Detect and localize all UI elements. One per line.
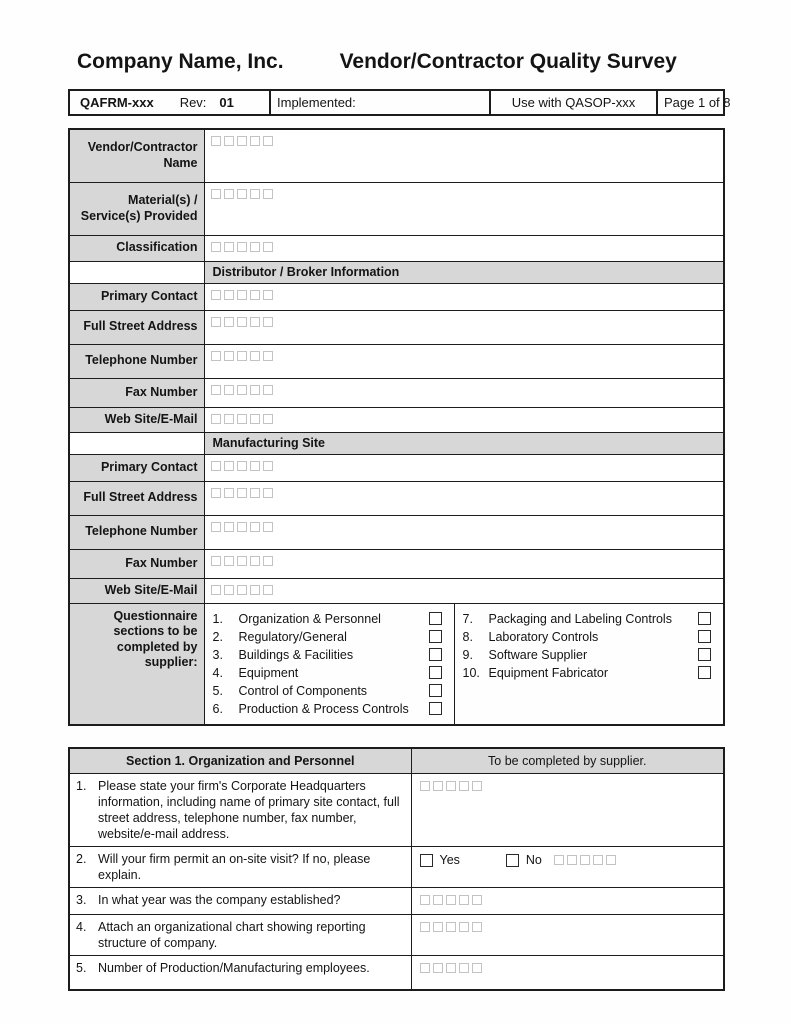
- item-number: 6.: [212, 701, 223, 716]
- item-label: Equipment Fabricator: [488, 665, 609, 680]
- item-number: 1.: [212, 611, 223, 626]
- question-text: In what year was the company established?: [98, 893, 341, 907]
- checkbox[interactable]: [429, 684, 442, 697]
- question-cell: [69, 888, 411, 915]
- field-input-area[interactable]: [204, 283, 724, 310]
- item-number: 5.: [212, 683, 223, 698]
- doc-control-row: [69, 90, 724, 115]
- questionnaire-item: [213, 628, 442, 646]
- supplier-column-header: To be completed by supplier.: [411, 748, 724, 774]
- subsection-header: Manufacturing Site: [204, 432, 724, 454]
- questionnaire-item: [213, 700, 442, 718]
- field-input-area[interactable]: [204, 310, 724, 344]
- table-row: [69, 310, 724, 344]
- field-marker-squares: [211, 461, 273, 471]
- table-row: [69, 261, 724, 283]
- questionnaire-item: [213, 682, 442, 700]
- field-label: Fax Number: [69, 378, 204, 407]
- form-title: Vendor/Contractor Quality Survey: [339, 50, 677, 73]
- item-label: Laboratory Controls: [488, 629, 599, 644]
- answer-cell[interactable]: [411, 847, 724, 888]
- field-input-area[interactable]: [204, 129, 724, 182]
- field-marker-squares: [211, 556, 273, 566]
- question-row: [69, 915, 724, 956]
- field-input-area[interactable]: [204, 454, 724, 481]
- table-row: [69, 235, 724, 261]
- checkbox[interactable]: [698, 630, 711, 643]
- field-label: Web Site/E-Mail: [69, 578, 204, 603]
- question-number: 2.: [76, 852, 87, 866]
- page-number-cell: Page 1 of 8: [657, 90, 724, 115]
- checkbox[interactable]: [429, 648, 442, 661]
- table-row: [69, 283, 724, 310]
- questionnaire-item: [463, 664, 712, 682]
- form-number-cell: [69, 90, 270, 115]
- field-input-area[interactable]: [204, 378, 724, 407]
- field-marker-squares: [420, 895, 482, 905]
- answer-cell[interactable]: [411, 915, 724, 956]
- vendor-info-table: [68, 128, 725, 726]
- table-row: [69, 182, 724, 235]
- field-marker-squares: [211, 189, 273, 199]
- item-number: 10.: [462, 665, 480, 680]
- table-row: [69, 481, 724, 515]
- checkbox[interactable]: [506, 854, 519, 867]
- rev-label: Rev:: [179, 95, 207, 110]
- answer-cell[interactable]: [411, 888, 724, 915]
- answer-cell[interactable]: [411, 774, 724, 847]
- section1-header-row: [69, 748, 724, 774]
- question-number: 5.: [76, 961, 87, 975]
- use-with-cell: Use with QASOP-xxx: [490, 90, 657, 115]
- questionnaire-item: [213, 610, 442, 628]
- field-label: Full Street Address: [69, 310, 204, 344]
- questionnaire-label: Questionnaire sections to be completed by supplier:: [69, 603, 204, 725]
- questionnaire-item: [213, 664, 442, 682]
- field-marker-squares: [420, 963, 482, 973]
- item-label: Organization & Personnel: [238, 611, 381, 626]
- field-label: Web Site/E-Mail: [69, 407, 204, 432]
- field-marker-squares: [211, 136, 273, 146]
- checkbox[interactable]: [429, 702, 442, 715]
- field-input-area[interactable]: [204, 578, 724, 603]
- question-row: [69, 956, 724, 990]
- form-number: QAFRM-xxx: [80, 95, 154, 110]
- field-marker-squares: [211, 351, 273, 361]
- blank-cell: [69, 261, 204, 283]
- question-number: 1.: [76, 779, 87, 793]
- question-text: Will your firm permit an on-site visit? If no, please explain.: [98, 852, 371, 882]
- questionnaire-column: [205, 604, 454, 724]
- answer-cell[interactable]: [411, 956, 724, 990]
- field-label: Primary Contact: [69, 283, 204, 310]
- table-row: [69, 129, 724, 182]
- table-row: [69, 515, 724, 549]
- question-row: [69, 847, 724, 888]
- questionnaire-item: [463, 646, 712, 664]
- question-number: 3.: [76, 893, 87, 907]
- checkbox[interactable]: [698, 612, 711, 625]
- field-input-area[interactable]: [204, 182, 724, 235]
- item-label: Buildings & Facilities: [238, 647, 354, 662]
- question-row: [69, 774, 724, 847]
- field-input-area[interactable]: [204, 407, 724, 432]
- field-input-area[interactable]: [204, 549, 724, 578]
- doc-control-strip: [68, 89, 731, 116]
- table-row: [69, 549, 724, 578]
- item-number: 8.: [462, 629, 473, 644]
- page-title-row: [77, 50, 677, 74]
- checkbox[interactable]: [429, 666, 442, 679]
- company-name: Company Name, Inc.: [77, 50, 284, 73]
- questionnaire-column: [454, 604, 724, 724]
- checkbox[interactable]: [698, 648, 711, 661]
- rev-value: 01: [219, 95, 234, 110]
- blank-cell: [69, 432, 204, 454]
- field-label: Fax Number: [69, 549, 204, 578]
- checkbox[interactable]: [420, 854, 433, 867]
- field-label: Vendor/Contractor Name: [69, 129, 204, 182]
- field-marker-squares: [211, 290, 273, 300]
- yes-label: Yes: [439, 853, 460, 867]
- item-label: Control of Components: [238, 683, 368, 698]
- field-label: Full Street Address: [69, 481, 204, 515]
- field-marker-squares: [211, 414, 273, 424]
- item-label: Production & Process Controls: [238, 701, 409, 716]
- item-number: 2.: [212, 629, 223, 644]
- field-input-area[interactable]: [204, 515, 724, 549]
- item-number: 4.: [212, 665, 223, 680]
- implemented-cell: Implemented:: [270, 90, 490, 115]
- subsection-header: Distributor / Broker Information: [204, 261, 724, 283]
- field-marker-squares: [211, 522, 273, 532]
- no-label: No: [525, 853, 542, 867]
- item-number: 7.: [462, 611, 473, 626]
- field-marker-squares: [554, 855, 616, 865]
- field-label: Telephone Number: [69, 344, 204, 378]
- field-marker-squares: [211, 488, 273, 498]
- question-number: 4.: [76, 920, 87, 934]
- field-marker-squares: [211, 585, 273, 595]
- table-row: [69, 454, 724, 481]
- table-row: [69, 344, 724, 378]
- item-label: Software Supplier: [488, 647, 588, 662]
- field-label: Primary Contact: [69, 454, 204, 481]
- question-text: Attach an organizational chart showing reporting structure of company.: [98, 920, 366, 950]
- section1-title: Section 1. Organization and Personnel: [69, 748, 411, 774]
- table-row: [69, 578, 724, 603]
- field-label: Material(s) / Service(s) Provided: [69, 182, 204, 235]
- table-row: [69, 407, 724, 432]
- item-label: Packaging and Labeling Controls: [488, 611, 672, 626]
- checkbox[interactable]: [429, 612, 442, 625]
- field-input-area[interactable]: [204, 344, 724, 378]
- yes-option[interactable]: [420, 853, 460, 867]
- field-label: Telephone Number: [69, 515, 204, 549]
- field-input-area[interactable]: [204, 481, 724, 515]
- question-row: [69, 888, 724, 915]
- questionnaire-item: [463, 628, 712, 646]
- field-marker-squares: [211, 385, 273, 395]
- question-text: Please state your firm's Corporate Headquarters information, including name of primary site contact, full street address, telephone number, fax number, website/e-mail address.: [98, 779, 400, 841]
- field-marker-squares: [420, 781, 482, 791]
- checkbox[interactable]: [429, 630, 442, 643]
- questionnaire-item: [463, 610, 712, 628]
- questionnaire-checklist: [204, 603, 724, 725]
- section1-table: [68, 747, 725, 991]
- field-marker-squares: [211, 242, 273, 252]
- item-number: 3.: [212, 647, 223, 662]
- table-row: [69, 432, 724, 454]
- field-marker-squares: [420, 922, 482, 932]
- no-option[interactable]: [506, 853, 542, 867]
- question-cell: [69, 774, 411, 847]
- table-row: [69, 378, 724, 407]
- field-label: Classification: [69, 235, 204, 261]
- item-label: Regulatory/General: [238, 629, 347, 644]
- field-input-area[interactable]: [204, 235, 724, 261]
- question-cell: [69, 847, 411, 888]
- questionnaire-item: [213, 646, 442, 664]
- item-number: 9.: [462, 647, 473, 662]
- field-marker-squares: [211, 317, 273, 327]
- question-text: Number of Production/Manufacturing employees.: [98, 961, 370, 975]
- question-cell: [69, 915, 411, 956]
- questionnaire-row: [69, 603, 724, 725]
- item-label: Equipment: [238, 665, 299, 680]
- checkbox[interactable]: [698, 666, 711, 679]
- question-cell: [69, 956, 411, 990]
